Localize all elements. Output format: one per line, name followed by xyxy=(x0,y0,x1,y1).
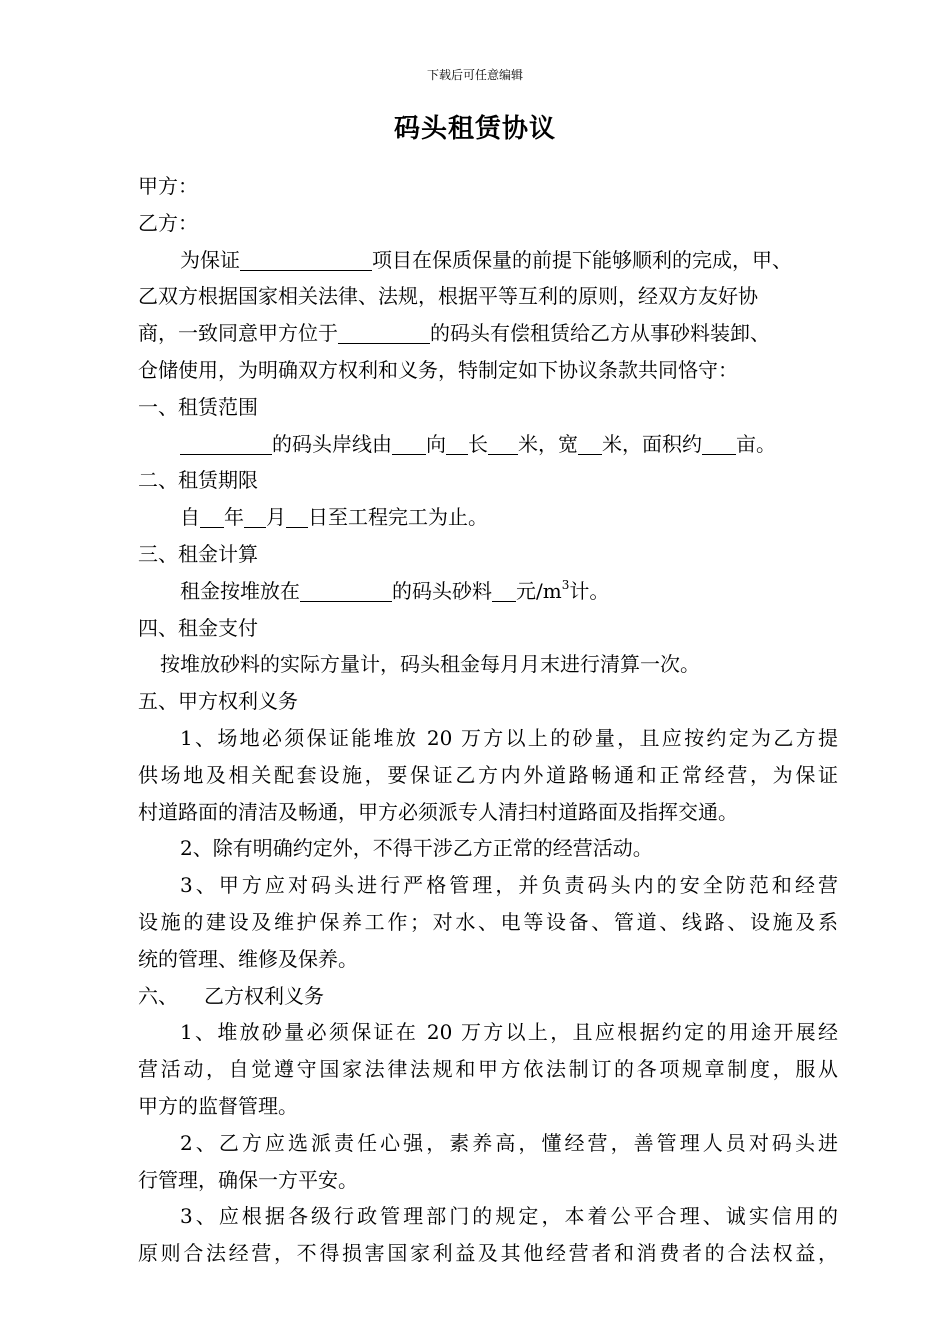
party-a-label: 甲方： xyxy=(138,174,198,198)
document-body xyxy=(138,168,838,1272)
section-3-text: 租金按堆放在 的码头砂料 元$/m^3$计。 xyxy=(180,577,610,603)
section-heading-5: 五、甲方权利义务 xyxy=(138,689,298,714)
intro-paragraph: 为保证 项目在保质保量的前提下能够顺利的完成，甲、 乙双方根据国家相关法律、法规，根据平等互利的原则，经双方友好协 商，一致同意甲方位于 的码头有偿租赁给乙方从事砂料装卸、 仓储使用，为明确双方权利和义务，特制定如下协议条款共同恪守： xyxy=(138,247,792,382)
section-1-text: 的码头岸线由 向 长 米，宽 米，面积约 亩。 xyxy=(138,426,838,463)
section-5-item-1: 1、场地必须保证能堆放 20 万方以上的砂量，且应按约定为乙方提 供场地及相关配套设施，要保证乙方内外道路畅通和正常经营，为保证 村道路面的清洁及畅通，甲方必须派专人清扫村道路面及指挥交通。 xyxy=(138,725,838,824)
section-heading-1: 一、租赁范围 xyxy=(138,394,258,419)
page-header-note: 下载后可任意编辑 xyxy=(426,68,523,82)
section-6-item-3: 3、应根据各级行政管理部门的规定，本着公平合理、诚实信用的 原则合法经营，不得损害国家利益及其他经营者和消费者的合法权益， xyxy=(138,1204,838,1266)
section-heading-6: 六、 乙方权利义务 xyxy=(138,983,324,1008)
section-heading-4: 四、租金支付 xyxy=(138,615,258,640)
party-b-label: 乙方： xyxy=(138,210,198,235)
section-6-item-1: 1、堆放砂量必须保证在 20 万方以上，且应根据约定的用途开展经 营活动，自觉遵守国家法律法规和甲方依法制订的各项规章制度，服从 甲方的监督管理。 xyxy=(138,1020,838,1118)
location-blank xyxy=(338,321,430,344)
section-5-item-2: 2、除有明确约定外，不得干涉乙方正常的经营活动。 xyxy=(180,836,653,861)
project-blank xyxy=(240,248,372,271)
section-heading-3: 三、租金计算 xyxy=(138,541,258,566)
section-5-item-3: 3、甲方应对码头进行严格管理，并负责码头内的安全防范和经营 设施的建设及维护保养工作；对水、电等设备、管道、线路、设施及系 统的管理、维修及保养。 xyxy=(138,873,838,971)
section-2-text: 自 年 月 日至工程完工为止。 xyxy=(180,505,488,530)
section-4-text: 按堆放砂料的实际方量计，码头租金每月月末进行清算一次。 xyxy=(160,652,700,677)
page-title: 码头租赁协议 xyxy=(393,114,556,144)
section-heading-2: 二、租赁期限 xyxy=(138,468,258,493)
section-6-item-2: 2、乙方应选派责任心强，素养高，懂经营，善管理人员对码头进 行管理，确保一方平安。 xyxy=(138,1130,838,1192)
